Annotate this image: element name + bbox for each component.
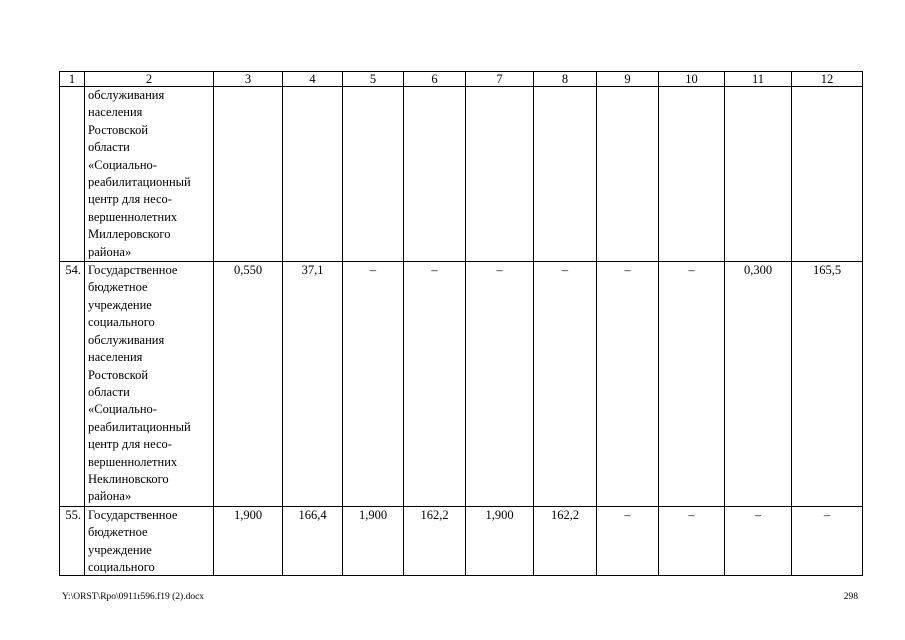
cell-value: – [466, 262, 534, 507]
footer-file-path: Y:\ORST\Rpo\0911r596.f19 (2).docx [62, 592, 205, 602]
cell-value [534, 87, 597, 262]
institution-name: Государственное бюджетное учреждение социального [88, 507, 178, 574]
cell-value: – [343, 262, 404, 507]
cell-value [466, 87, 534, 262]
cell-value: – [404, 262, 466, 507]
cell-value: 162,2 [534, 506, 597, 575]
cell-value: – [659, 506, 725, 575]
table-row [60, 262, 863, 507]
column-header: 3 [214, 72, 283, 87]
cell-value [597, 87, 659, 262]
column-header: 7 [466, 72, 534, 87]
cell-value [404, 87, 466, 262]
row-number: 54. [60, 262, 85, 507]
institution-name: обслуживания населения Ростовской области «Социально- реабилитационный центр для несо- вершеннолетних Миллеровского района» [85, 87, 214, 262]
cell-value [659, 87, 725, 262]
cell-value: 0,300 [725, 262, 792, 507]
column-header: 6 [404, 72, 466, 87]
cell-value [343, 87, 404, 262]
column-header: 1 [60, 72, 85, 87]
column-header: 12 [792, 72, 863, 87]
cell-value: – [597, 262, 659, 507]
cell-value: – [534, 262, 597, 507]
cell-value: 165,5 [792, 262, 863, 507]
column-header: 5 [343, 72, 404, 87]
row-number: 55. [60, 506, 85, 575]
cell-value: – [725, 506, 792, 575]
row-number [60, 87, 85, 262]
cell-value: – [597, 506, 659, 575]
column-header: 10 [659, 72, 725, 87]
column-header: 2 [85, 72, 214, 87]
cell-value: 0,550 [214, 262, 283, 507]
column-header: 8 [534, 72, 597, 87]
cell-value [725, 87, 792, 262]
table-row [60, 87, 863, 262]
data-table [59, 71, 863, 576]
column-header: 9 [597, 72, 659, 87]
cell-value: 1,900 [343, 506, 404, 575]
cell-value: 166,4 [283, 506, 343, 575]
page-number: 298 [843, 592, 858, 602]
header-row [60, 72, 863, 87]
column-header: 11 [725, 72, 792, 87]
cell-value: – [792, 506, 863, 575]
cell-value [792, 87, 863, 262]
institution-name: Государственное бюджетное учреждение социального обслуживания населения Ростовской области «Социально- реабилитационный центр для несо- вершеннолетних Неклиновского района» [85, 262, 214, 507]
cell-value: – [659, 262, 725, 507]
column-header: 4 [283, 72, 343, 87]
institution-name-cell [85, 506, 214, 575]
cell-value: 162,2 [404, 506, 466, 575]
cell-value [214, 87, 283, 262]
cell-value: 1,900 [214, 506, 283, 575]
cell-value: 37,1 [283, 262, 343, 507]
cell-value [283, 87, 343, 262]
cell-value: 1,900 [466, 506, 534, 575]
table-row [60, 506, 863, 575]
